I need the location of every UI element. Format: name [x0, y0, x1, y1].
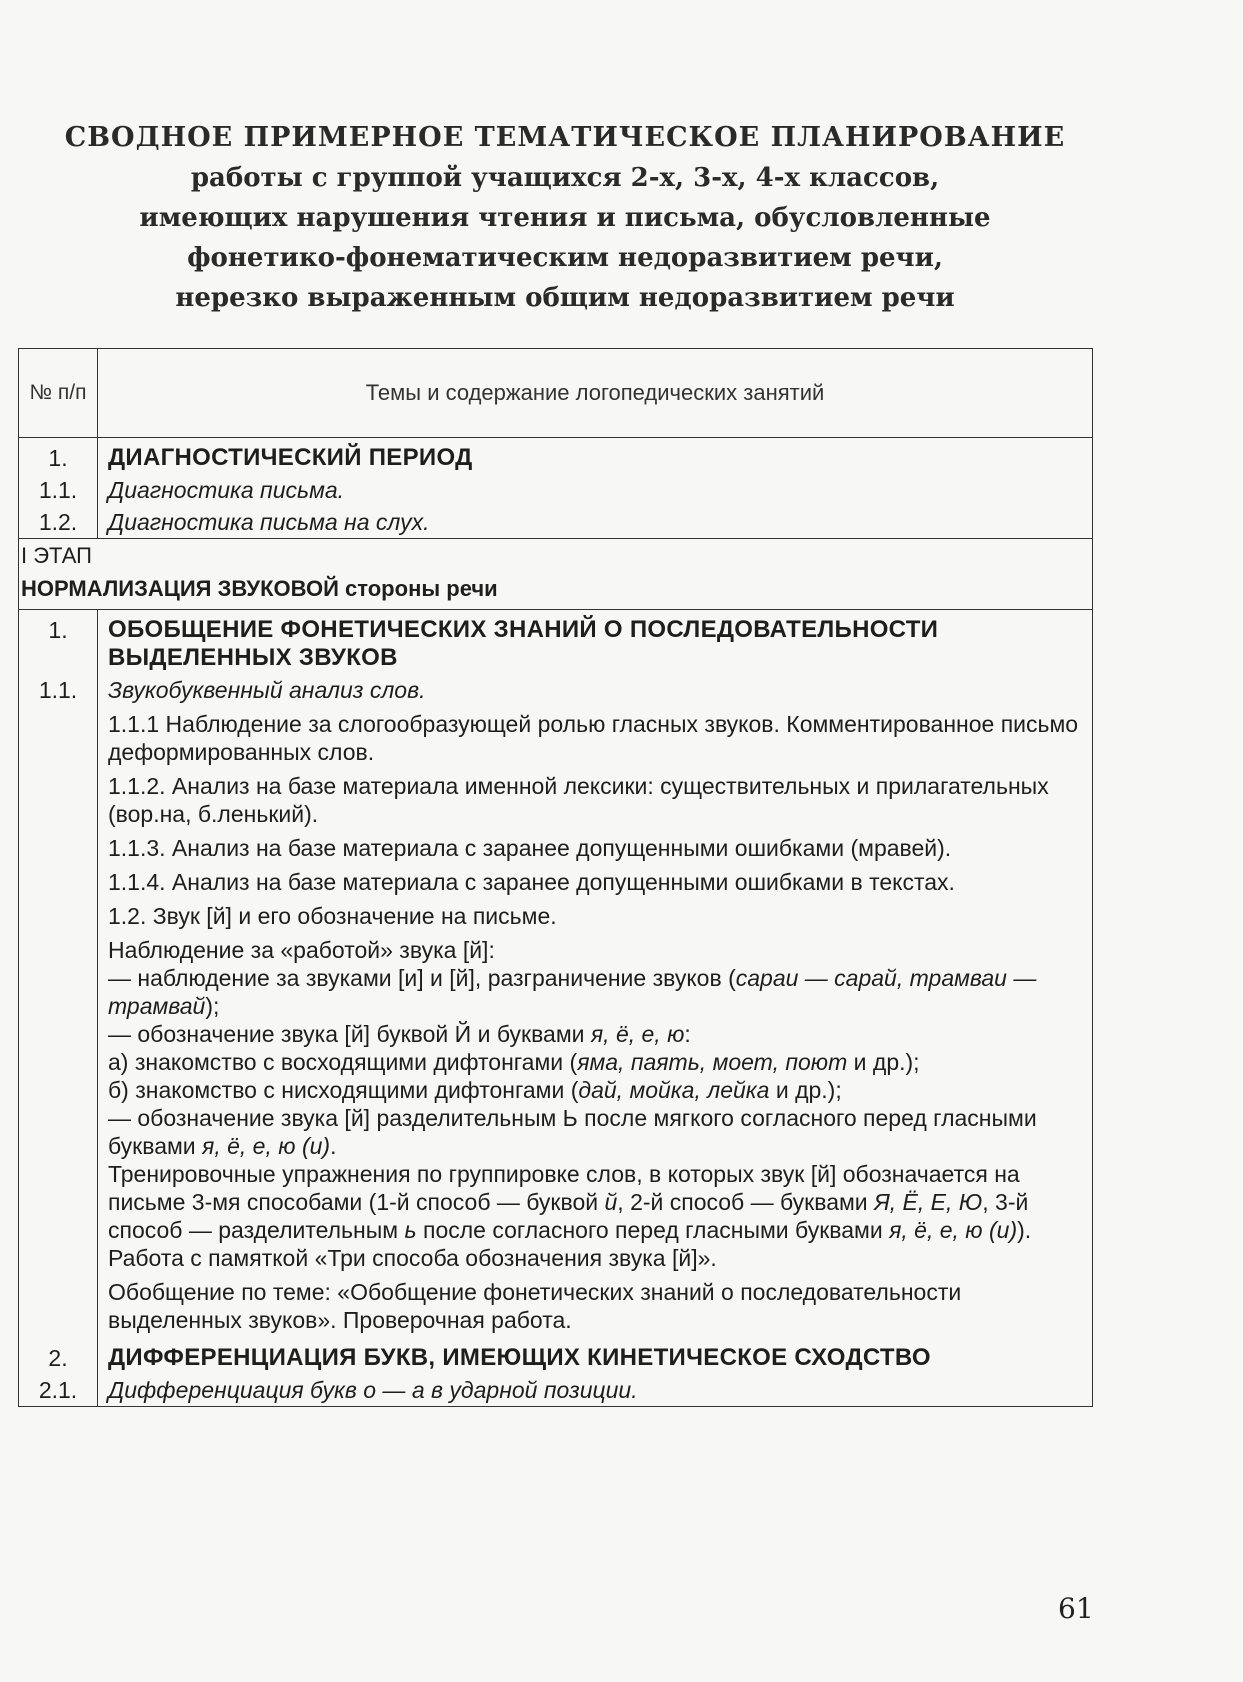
- table-row: [19, 674, 1093, 1342]
- table-row: [19, 506, 1093, 539]
- planning-table: [18, 348, 1093, 1407]
- content-line: б) знакомство с нисходящими дифтонгами (дай, мойка, лейка и др.);: [108, 1077, 842, 1103]
- subsection-title: Диагностика письма на слух.: [98, 506, 1093, 539]
- table-header-row: [19, 349, 1093, 438]
- content-line: а) знакомство с восходящими дифтонгами (яма, паять, моет, поют и др.);: [108, 1049, 920, 1075]
- column-header-content: Темы и содержание логопедических занятий: [98, 349, 1093, 438]
- content-line: Тренировочные упражнения по группировке слов, в которых звук [й] обозначается на письме 3-мя способами (1-й способ — буквой й, 2-й способ — буквами Я, Ё, Е, Ю, 3-й способ — разделительным ь после согласного перед гласными буквами я, ё, е, ю (и)).: [108, 1161, 1032, 1243]
- table-row: [19, 474, 1093, 506]
- content-paragraph: 1.1.2. Анализ на базе материала именной лексики: существительных и прилагательных (вор.на, б.ленький).: [108, 773, 1049, 827]
- content-paragraph: 1.2. Звук [й] и его обозначение на письме.: [108, 903, 557, 929]
- content-line: — обозначение звука [й] буквой Й и буквами я, ё, е, ю:: [108, 1021, 691, 1047]
- row-number: 2.: [19, 1342, 98, 1374]
- content-paragraph: 1.1.1 Наблюдение за слогообразующей ролью гласных звуков. Комментированное письмо деформированных слов.: [108, 711, 1079, 765]
- stage-title: НОРМАЛИЗАЦИЯ ЗВУКОВОЙ стороны речи: [21, 576, 498, 601]
- page-subtitle-line: имеющих нарушения чтения и письма, обусловленные: [139, 203, 991, 233]
- content-paragraph: [108, 936, 1082, 1272]
- section-title: ДИФФЕРЕНЦИАЦИЯ БУКВ, ИМЕЮЩИХ КИНЕТИЧЕСКОЕ СХОДСТВО: [98, 1342, 1093, 1374]
- row-number: 1.2.: [19, 506, 98, 539]
- page-number: 61: [1058, 1592, 1094, 1625]
- row-number: 1.: [19, 610, 98, 675]
- row-number: 1.1.: [19, 474, 98, 506]
- row-content: [98, 674, 1093, 1342]
- row-number: 2.1.: [19, 1374, 98, 1407]
- page-subtitle-line: работы с группой учащихся 2-х, 3-х, 4-х классов,: [190, 163, 940, 193]
- column-header-number: № п/п: [19, 349, 98, 438]
- content-line: — наблюдение за звуками [и] и [й], разграничение звуков (сараи — сарай, трамваи — трамвай);: [108, 965, 1037, 1019]
- subsection-title: Диагностика письма.: [98, 474, 1093, 506]
- row-number: 1.1.: [19, 674, 98, 1342]
- content-line: — обозначение звука [й] разделительным Ь после мягкого согласного перед гласными буквами я, ё, е, ю (и).: [108, 1105, 1037, 1159]
- content-line: Наблюдение за «работой» звука [й]:: [108, 937, 495, 963]
- content-paragraph: 1.1.4. Анализ на базе материала с заранее допущенными ошибками в текстах.: [108, 869, 955, 895]
- stage-heading: [19, 539, 1093, 610]
- content-paragraph: Обобщение по теме: «Обобщение фонетических знаний о последовательности выделенных звуков». Проверочная работа.: [108, 1279, 962, 1333]
- content-paragraph: 1.1.3. Анализ на базе материала с заранее допущенными ошибками (мравей).: [108, 835, 952, 861]
- subsection-title: Звукобуквенный анализ слов.: [108, 677, 426, 703]
- table-row: [19, 1342, 1093, 1374]
- section-title: ОБОБЩЕНИЕ ФОНЕТИЧЕСКИХ ЗНАНИЙ О ПОСЛЕДОВАТЕЛЬНОСТИ ВЫДЕЛЕННЫХ ЗВУКОВ: [98, 610, 1093, 675]
- section-title: ДИАГНОСТИЧЕСКИЙ ПЕРИОД: [98, 438, 1093, 475]
- page-subtitle-line: фонетико-фонематическим недоразвитием речи,: [187, 243, 943, 273]
- stage-row: [19, 539, 1093, 610]
- page-title: СВОДНОЕ ПРИМЕРНОЕ ТЕМАТИЧЕСКОЕ ПЛАНИРОВАНИЕ: [64, 122, 1066, 153]
- table-row: [19, 1374, 1093, 1407]
- table-row: [19, 610, 1093, 675]
- table-row: [19, 438, 1093, 475]
- page-subtitle-line: нерезко выраженным общим недоразвитием речи: [175, 283, 955, 313]
- row-number: 1.: [19, 438, 98, 475]
- page-title-block: [0, 118, 1130, 318]
- subsection-title: Дифференциация букв о — а в ударной позиции.: [98, 1374, 1093, 1407]
- content-line: Работа с памяткой «Три способа обозначения звука [й]».: [108, 1245, 717, 1271]
- stage-label: I ЭТАП: [21, 543, 92, 568]
